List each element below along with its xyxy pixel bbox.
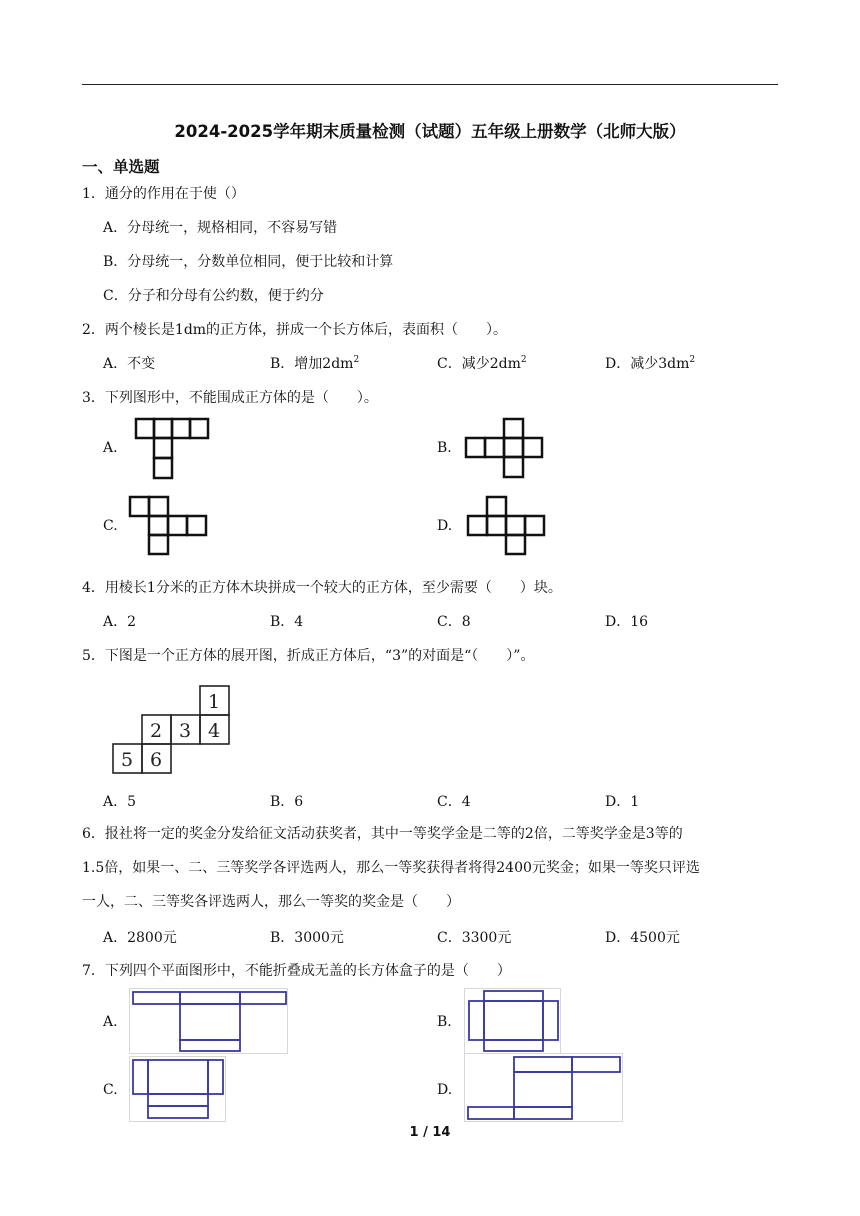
net-digit-3: 3 bbox=[178, 720, 192, 742]
question-3-stem: 3．下列图形中，不能围成正方体的是（ ）。 bbox=[82, 390, 378, 406]
question-2-option-a: A．不变 bbox=[103, 356, 156, 372]
option-b-text: B．增加2dm bbox=[270, 356, 354, 372]
question-5-option-d: D．1 bbox=[605, 794, 640, 810]
question-7-option-d: D. bbox=[437, 1082, 453, 1098]
net-digit-2: 2 bbox=[149, 720, 163, 742]
box-net-d bbox=[464, 1053, 624, 1123]
cube-net-b bbox=[465, 418, 545, 480]
question-1-option-c: C．分子和分母有公约数，便于约分 bbox=[103, 288, 324, 304]
header-rule bbox=[82, 84, 778, 85]
question-2-stem: 2．两个棱长是1dm的正方体，拼成一个长方体后，表面积（ ）。 bbox=[82, 322, 508, 338]
question-6-option-b: B．3000元 bbox=[270, 930, 344, 946]
cube-net-a bbox=[135, 418, 210, 480]
question-4-option-d: D．16 bbox=[605, 614, 649, 630]
question-2-option-d bbox=[605, 354, 695, 374]
question-6-line-1: 6．报社将一定的奖金分发给征文活动获奖者，其中一等奖学金是二等的2倍，二等奖学金是3等的 bbox=[82, 826, 683, 842]
net-digit-6: 6 bbox=[149, 749, 163, 771]
question-2-option-c bbox=[437, 354, 527, 374]
question-1-option-a: A．分母统一，规格相同，不容易写错 bbox=[103, 220, 338, 236]
question-1-option-b: B．分母统一，分数单位相同，便于比较和计算 bbox=[103, 254, 394, 270]
box-net-c bbox=[129, 1056, 227, 1123]
question-3-option-a: A. bbox=[103, 440, 118, 456]
page-title: 2024-2025学年期末质量检测（试题）五年级上册数学（北师大版） bbox=[174, 122, 686, 141]
question-4-option-c: C．8 bbox=[437, 614, 471, 630]
question-4-stem: 4．用棱长1分米的正方体木块拼成一个较大的正方体，至少需要（ ）块。 bbox=[82, 580, 562, 596]
cube-net-d bbox=[467, 496, 549, 556]
option-b-exponent: 2 bbox=[353, 355, 360, 365]
option-d-text: D．减少3dm bbox=[605, 356, 690, 372]
question-5-option-c: C．4 bbox=[437, 794, 471, 810]
question-6-option-d: D．4500元 bbox=[605, 930, 680, 946]
question-6-line-2: 1.5倍，如果一、二、三等奖学各评选两人，那么一等奖获得者将得2400元奖金；如果一等奖只评选 bbox=[82, 860, 700, 876]
question-5-stem: 5．下图是一个正方体的展开图，折成正方体后，“3”的对面是“（ ）”。 bbox=[82, 648, 535, 664]
net-digit-5: 5 bbox=[120, 749, 134, 771]
question-3-option-b: B. bbox=[437, 440, 452, 456]
net-digit-4: 4 bbox=[207, 720, 221, 742]
box-net-a bbox=[129, 988, 289, 1055]
cube-net-c bbox=[129, 496, 211, 556]
numbered-cube-net bbox=[112, 685, 232, 775]
question-6-line-3: 一人，二、三等奖各评选两人，那么一等奖的奖金是（ ） bbox=[82, 894, 460, 910]
question-3-option-c: C. bbox=[103, 518, 118, 534]
question-2-option-b bbox=[270, 354, 359, 374]
box-net-b bbox=[464, 988, 562, 1055]
option-c-text: C．减少2dm bbox=[437, 356, 521, 372]
question-7-option-b: B. bbox=[437, 1014, 452, 1030]
question-3-option-d: D. bbox=[437, 518, 453, 534]
net-digit-1: 1 bbox=[207, 691, 221, 713]
question-7-stem: 7．下列四个平面图形中，不能折叠成无盖的长方体盒子的是（ ） bbox=[82, 963, 511, 979]
section-heading: 一、单选题 bbox=[82, 158, 160, 176]
page-number: 1 / 14 bbox=[409, 1125, 451, 1140]
question-1-stem: 1．通分的作用在于使（） bbox=[82, 186, 245, 202]
question-4-option-a: A．2 bbox=[103, 614, 137, 630]
question-7-option-a: A. bbox=[103, 1014, 118, 1030]
option-d-exponent: 2 bbox=[689, 355, 696, 365]
question-5-option-b: B．6 bbox=[270, 794, 304, 810]
question-7-option-c: C. bbox=[103, 1082, 118, 1098]
question-4-option-b: B．4 bbox=[270, 614, 304, 630]
question-6-option-c: C．3300元 bbox=[437, 930, 512, 946]
question-6-option-a: A．2800元 bbox=[103, 930, 177, 946]
option-c-exponent: 2 bbox=[520, 355, 527, 365]
question-5-option-a: A．5 bbox=[103, 794, 137, 810]
